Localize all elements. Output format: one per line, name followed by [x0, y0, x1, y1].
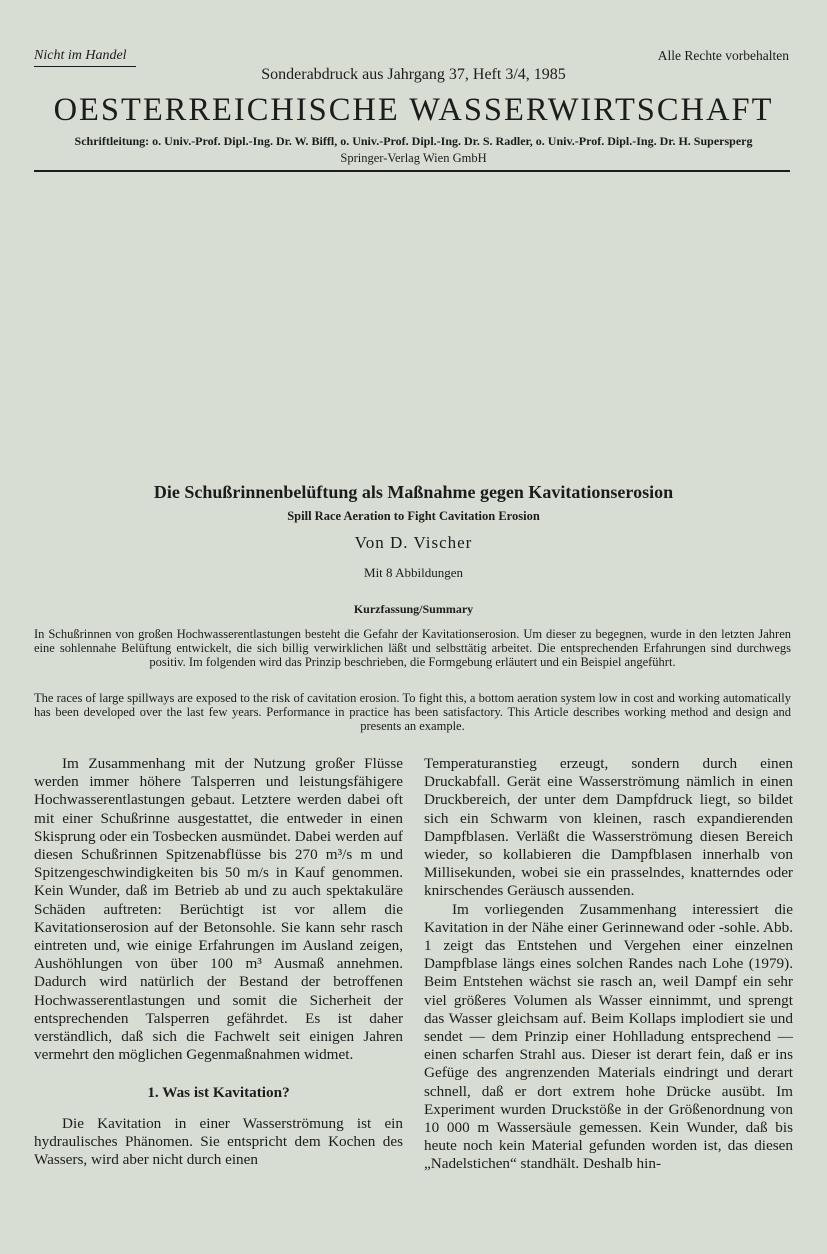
not-for-sale-label: Nicht im Handel — [34, 48, 127, 63]
issue-line: Sonderabdruck aus Jahrgang 37, Heft 3/4, 1985 — [261, 66, 566, 83]
body-column-right — [424, 755, 793, 1174]
article-title: Die Schußrinnenbelüftung als Maßnahme gegen Kavitationserosion — [153, 482, 674, 502]
article-subtitle: Spill Race Aeration to Fight Cavitation Erosion — [287, 509, 540, 523]
body-paragraph: Im vorliegenden Zusammenhang interessiert die Kavitation in der Nähe einer Gerinnewand oder -sohle. Abb. 1 zeigt das Entstehen und Vergehen einer einzelnen Dampfblase längs eines solchen Randes nach Lohe (1979). Beim Entstehen wächst sie rasch an, weil Dampf ein sehr viel größeres Volumen als Wasser einnimmt, und sprengt das Wasser gleichsam auf. Beim Kollaps implodiert sie und sendet — dem Prinzip einer Hohlladung entsprechend — einen scharfen Strahl aus. Dieser ist derart fein, daß er ins Gefüge des angrenzenden Materials eindringt und derart schnell, daß er dort extrem hohe Drücke ausübt. Im Experiment wurden Druckstöße in der Größenordnung von 10 000 m Wassersäule gemessen. Kein Wunder, daß bis heute noch kein Material gefunden worden ist, das diesen „Nadelstichen“ standhält. Deshalb hin- — [424, 900, 793, 1173]
body-paragraph: Temperaturanstieg erzeugt, sondern durch einen Druckabfall. Gerät eine Wasserströmung nämlich in einen Druckbereich, der unter dem Dampfdruck liegt, so bildet sich ein Schwarm von kleinen, rasch expandierenden Dampfblasen. Verläßt die Wasserströmung diesen Bereich wieder, so kollabieren die Dampfblasen innerhalb von Millisekunden, wobei sie ein prasselndes, knatterndes oder knirschendes Geräusch aussenden. — [424, 755, 793, 900]
abstract-german: In Schußrinnen von großen Hochwasserentlastungen besteht die Gefahr der Kavitationserosion. Um dieser zu begegnen, wurde in den letzten Jahren eine sohlennahe Belüftung entwickelt, die sich billig verwirklichen läßt und selbsttätig arbeitet. Die entsprechenden Erfahrungen sind durchwegs positiv. Im folgenden wird das Prinzip beschrieben, die Formgebung erläutert und ein Beispiel angeführt. — [34, 627, 791, 669]
body-column-left — [34, 755, 403, 1169]
publisher-line: Springer-Verlag Wien GmbH — [340, 151, 487, 165]
section-heading: 1. Was ist Kavitation? — [147, 1084, 290, 1102]
body-paragraph: Die Kavitation in einer Wasserströmung ist ein hydraulisches Phänomen. Sie entspricht dem Kochen des Wassers, wird aber nicht durch einen — [34, 1114, 403, 1169]
abstract-english: The races of large spillways are exposed to the risk of cavitation erosion. To fight this, a bottom aeration system low in cost and working automatically has been developed over the last few years. Performance in practice has been satisfactory. This Article describes working method and design and presents an example. — [34, 691, 791, 733]
figure-count: Mit 8 Abbildungen — [364, 565, 463, 580]
editors-line: Schriftleitung: o. Univ.-Prof. Dipl.-Ing. Dr. W. Biffl, o. Univ.-Prof. Dipl.-Ing. Dr. S. Radler, o. Univ.-Prof. Dipl.-Ing. Dr. H. Supersperg — [74, 134, 753, 148]
body-paragraph: Im Zusammenhang mit der Nutzung großer Flüsse werden immer höhere Talsperren und leistungsfähigere Hochwasserentlastungen gebaut. Letztere werden dabei oft mit einer Schußrinne ausgestattet, die entweder in einen Skisprung oder ein Tosbecken ausmündet. Dabei werden auf diesen Schußrinnen Spitzenabflüsse bis 270 m³/s m und Spitzengeschwindigkeiten bis 50 m/s in Kauf genommen. Kein Wunder, daß im Betrieb ab und zu auch spektakuläre Schäden auftreten: Berüchtigt ist vor allem die Kavitationserosion auf der Betonsohle. Sie kann sehr rasch eintreten und, wie einige Erfahrungen im Ausland zeigen, Aushöhlungen von über 100 m³ Ausmaß annehmen. Dadurch wird natürlich der Bestand der betroffenen Hochwasserentlastungen und somit die Sicherheit der entsprechenden Talsperren gefährdet. Es ist daher verständlich, daß sich die Fachwelt seit einigen Jahren vermehrt den möglichen Gegenmaßnahmen widmet. — [34, 755, 403, 1064]
article-author: Von D. Vischer — [354, 533, 473, 552]
journal-title: OESTERREICHISCHE WASSERWIRTSCHAFT — [53, 92, 774, 128]
header-divider — [34, 170, 790, 172]
summary-heading: Kurzfassung/Summary — [353, 602, 474, 616]
rights-notice: Alle Rechte vorbehalten — [657, 48, 789, 63]
